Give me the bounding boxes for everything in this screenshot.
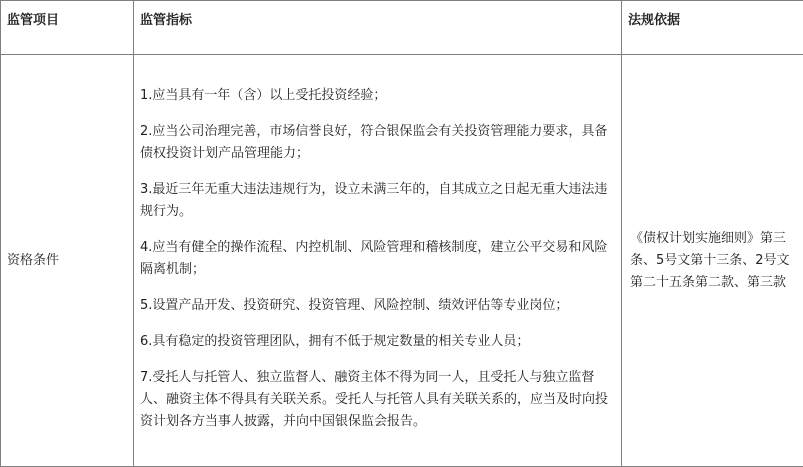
criteria-item-3: 3.最近三年无重大违法违规行为，设立未满三年的，自其成立之日起无重大违法违规行为。 bbox=[140, 181, 608, 219]
criteria-cell bbox=[134, 55, 622, 467]
project-cell: 资格条件 bbox=[1, 55, 134, 467]
criteria-item-5: 5.设置产品开发、投资研究、投资管理、风险控制、绩效评估等专业岗位； bbox=[140, 297, 569, 313]
table-row bbox=[1, 55, 803, 467]
criteria-item-6: 6.具有稳定的投资管理团队，拥有不低于规定数量的相关专业人员； bbox=[140, 333, 530, 349]
header-basis: 法规依据 bbox=[622, 1, 803, 55]
criteria-item-4: 4.应当有健全的操作流程、内控机制、风险管理和稽核制度，建立公平交易和风险隔离机制； bbox=[140, 239, 608, 277]
criteria-item-7: 7.受托人与托管人、独立监督人、融资主体不得为同一人，且受托人与独立监督人、融资主体不得具有关联关系。受托人与托管人具有关联关系的，应当及时向投资计划各方当事人披露，并向中国银保监会报告。 bbox=[140, 369, 609, 429]
criteria-item-1: 1.应当具有一年（含）以上受托投资经验； bbox=[140, 87, 387, 103]
table-header-row bbox=[1, 1, 803, 55]
header-project: 监管项目 bbox=[1, 1, 134, 55]
header-criteria: 监管指标 bbox=[134, 1, 622, 55]
criteria-item-2: 2.应当公司治理完善，市场信誉良好，符合银保监会有关投资管理能力要求，具备债权投资计划产品管理能力； bbox=[140, 123, 608, 161]
basis-cell: 《债权计划实施细则》第三条、5号文第十三条、2号文第二十五条第二款、第三款 bbox=[622, 55, 803, 467]
